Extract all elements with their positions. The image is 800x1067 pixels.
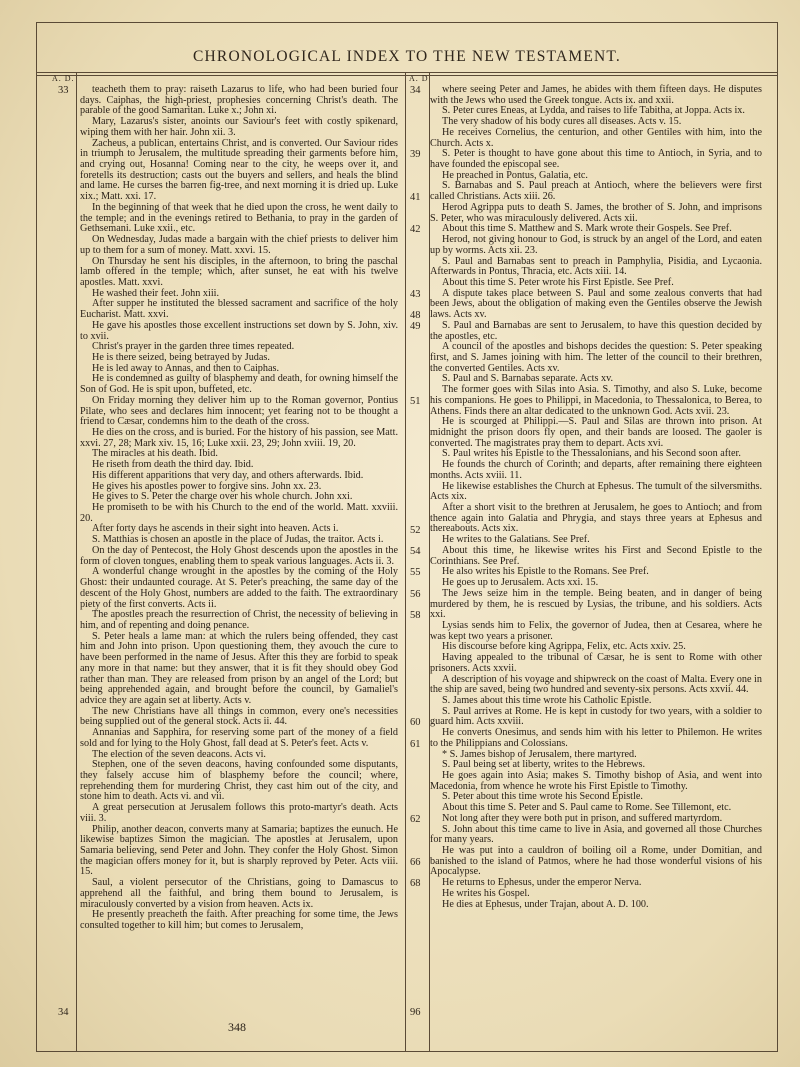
entry-paragraph: S. Paul and S. Barnabas separate. Acts xv. bbox=[442, 373, 614, 385]
entry-paragraph: The apostles preach the resurrection of Christ, the necessity of believing in him, and of repenting and doing penance. bbox=[80, 609, 398, 631]
entry-paragraph: He preached in Pontus, Galatia, etc. bbox=[442, 169, 588, 181]
entry-paragraph: Herod Agrippa puts to death S. James, the brother of S. John, and imprisons S. Peter, who was miraculously delivered. Acts xii. bbox=[430, 201, 762, 224]
year-marker: 33 bbox=[58, 85, 69, 96]
entry-paragraph: He promiseth to be with his Church to the end of the world. Matt. xxviii. 20. bbox=[80, 502, 398, 524]
entry-paragraph: S. Peter about this time wrote his Second Epistle. bbox=[442, 791, 643, 803]
entry-paragraph: He converts Onesimus, and sends him with his letter to Philemon. He writes to the Philippians and Colossians. bbox=[430, 727, 762, 749]
entry-paragraph: The Jews seize him in the temple. Being beaten, and in danger of being murdered by them, he is rescued by Lysias, the tribune, and his soldiers. Acts xxi. bbox=[430, 587, 762, 621]
entry-paragraph: A wonderful change wrought in the apostles by the coming of the Holy Ghost: their undaunted courage. At S. Peter's preaching, the same day of the descent of the Holy Ghost, numbers are added to the faith. The extraordinary piety of the first converts. Acts ii. bbox=[80, 566, 398, 610]
right-text-column bbox=[430, 85, 762, 910]
entry-paragraph: where seeing Peter and James, he abides with them fifteen days. He disputes with the Jews who used the Greek tongue. Acts ix. and xxii. bbox=[430, 84, 762, 106]
year-marker: 39 bbox=[410, 149, 421, 161]
year-marker: 51 bbox=[410, 395, 421, 407]
entry-paragraph: S. Paul writes his Epistle to the Thessalonians, and his Second soon after. bbox=[442, 448, 741, 460]
year-marker: 56 bbox=[410, 588, 421, 600]
entry-paragraph: About this time S. Peter wrote his First Epistle. See Pref. bbox=[442, 276, 674, 288]
title-rule-double bbox=[36, 75, 778, 76]
year-marker: 55 bbox=[410, 567, 421, 579]
entry-paragraph: S. Paul and Barnabas sent to preach in Pamphylia, Pisidia, and Lycaonia. Afterwards in Pontus, Thracia, etc. Acts xiii. 14. bbox=[430, 255, 762, 278]
entry-paragraph: Stephen, one of the seven deacons, having confounded some disputants, they falsely accuse him of blasphemy before the council; where, reprehending them for murdering Christ, they cast him out of the city, and stone him to death. Acts vi. and vii. bbox=[80, 759, 398, 803]
center-divider bbox=[405, 72, 406, 1052]
entry-paragraph: On Thursday he sent his disciples, in the afternoon, to bring the paschal lamb offered in the temple; which, after sunset, he eat with his twelve apostles. Matt. xxvi. bbox=[80, 255, 398, 288]
entry-paragraph: A dispute takes place between S. Paul and some zealous converts that had been Jews, about the obligation of making even the Gentiles observe the Jewish laws. Acts xv. bbox=[430, 287, 762, 321]
entry-paragraph: About this time S. Peter and S. Paul came to Rome. See Tillemont, etc. bbox=[442, 802, 732, 814]
entry-paragraph: He returns to Ephesus, under the emperor Nerva. bbox=[442, 877, 642, 889]
entry-paragraph: A great persecution at Jerusalem follows this proto-martyr's death. Acts viii. 3. bbox=[80, 802, 398, 824]
entry-paragraph: He dies on the cross, and is buried. For the history of his passion, see Matt. xxvi. 27, 28; Mark xiv. 15, 16; Luke xxii. 23, 29; John xviii. 19, 20. bbox=[80, 427, 398, 449]
entry-paragraph: On the day of Pentecost, the Holy Ghost descends upon the apostles in the form of cloven tongues, enabling them to speak various languages. Acts ii. 3. bbox=[80, 544, 398, 567]
entry-paragraph: In the beginning of that week that he died upon the cross, he went daily to the temple; and in the evenings retired to Bethania, to pray in the garden of Gethsemani. Luke xxii., etc. bbox=[80, 201, 398, 235]
entry-paragraph: His discourse before king Agrippa, Felix, etc. Acts xxiv. 25. bbox=[442, 641, 686, 653]
entry-paragraph: Having appealed to the tribunal of Cæsar, he is sent to Rome with other prisoners. Acts xxvii. bbox=[430, 652, 762, 674]
entry-paragraph: About this time, he likewise writes his First and Second Epistle to the Corinthians. See Pref. bbox=[430, 544, 762, 567]
year-marker: 61 bbox=[410, 738, 421, 750]
entry-paragraph: He presently preacheth the faith. After preaching for some time, the Jews consulted together to kill him; but comes to Jerusalem, bbox=[80, 909, 398, 932]
entry-paragraph: He is led away to Annas, and then to Caiphas. bbox=[92, 362, 280, 374]
entry-paragraph: Lysias sends him to Felix, the governor of Judea, then at Cesarea, where he was kept two years a prisoner. bbox=[430, 619, 762, 642]
year-marker: 62 bbox=[410, 813, 421, 825]
entry-paragraph: The very shadow of his body cures all diseases. Acts v. 15. bbox=[442, 116, 682, 128]
entry-paragraph: He writes his Gospel. bbox=[442, 887, 530, 899]
entry-paragraph: The new Christians have all things in common, every one's necessities being supplied out of the general stock. Acts ii. 44. bbox=[80, 705, 398, 728]
entry-paragraph: He was put into a cauldron of boiling oil a Rome, under Domitian, and banished to the island of Patmos, where he had those wonderful visions of his Apocalypse. bbox=[430, 845, 762, 878]
entry-paragraph: S. Paul and Barnabas are sent to Jerusalem, to have this question decided by the apostles, etc. bbox=[430, 319, 762, 342]
entry-paragraph: S. Peter heals a lame man: at which the rulers being offended, they cast him and John into prison. Upon questioning them, they avouch the cure to have been performed in the name of Jesus. After this they are forbid to speak any more in that name: but they answer, that it is fit they should obey God rather than man. They are released from prison by an angel of the Lord; but being apprehended again, and brought before the council, by Gamaliel's advice they are again set at liberty. Acts v. bbox=[80, 630, 398, 706]
year-marker: 43 bbox=[410, 288, 421, 300]
year-marker: 34 bbox=[410, 85, 421, 96]
entry-paragraph: He receives Cornelius, the centurion, and other Gentiles with him, into the Church. Acts x. bbox=[430, 126, 762, 149]
entry-paragraph: S. Paul arrives at Rome. He is kept in custody for two years, with a soldier to guard him. Acts xxviii. bbox=[430, 705, 762, 728]
entry-paragraph: He gives to S. Peter the charge over his whole church. John xxi. bbox=[92, 491, 353, 503]
entry-paragraph: He gives his apostles power to forgive sins. John xx. 23. bbox=[92, 480, 322, 492]
entry-paragraph: After supper he instituted the blessed sacrament and sacrifice of the holy Eucharist. Matt. xxvi. bbox=[80, 298, 398, 321]
entry-paragraph: S. John about this time came to live in Asia, and governed all those Churches for many years. bbox=[430, 823, 762, 846]
entry-paragraph: S. Paul being set at liberty, writes to the Hebrews. bbox=[442, 759, 646, 771]
entry-paragraph: He washed their feet. John xiii. bbox=[92, 287, 220, 299]
year-marker: 41 bbox=[410, 192, 421, 204]
entry-paragraph: The former goes with Silas into Asia. S. Timothy, and also S. Luke, become his companions. He goes to Philippi, in Macedonia, to Thessalonica, to Berea, to Athens. Finds there an altar dedicated to the unknown God. Acts xvii. 23. bbox=[430, 384, 762, 417]
entry-paragraph: He goes again into Asia; makes S. Timothy bishop of Asia, and went into Macedonia, from whence he wrote his First Epistle to Timothy. bbox=[430, 770, 762, 792]
ad-label-left: A. D. bbox=[52, 74, 75, 83]
entry-paragraph: The election of the seven deacons. Acts vi. bbox=[92, 748, 266, 760]
entry-paragraph: The miracles at his death. Ibid. bbox=[92, 448, 218, 460]
entry-paragraph: After a short visit to the brethren at Jerusalem, he goes to Antioch; and from thence again into Galatia and Phrygia, and stays three years at Ephesus and thereabouts. Acts xix. bbox=[430, 502, 762, 535]
entry-paragraph: A council of the apostles and bishops decides the question: S. Peter speaking first, and S. James joining with him. The letter of the council to their brethren, the converted Gentiles. Acts xv. bbox=[430, 341, 762, 374]
year-marker: 68 bbox=[410, 878, 421, 890]
page-number: 348 bbox=[228, 1020, 246, 1034]
entry-paragraph: A description of his voyage and shipwreck on the coast of Malta. Every one in the ship are saved, being two hundred and seventy-six persons. Acts xxvii. 44. bbox=[430, 673, 762, 696]
entry-paragraph: Saul, a violent persecutor of the Christians, going to Damascus to apprehend all the faithful, and bring them bound to Jerusalem, is miraculously converted by a vision from heaven. Acts ix. bbox=[80, 877, 398, 910]
entry-paragraph: Christ's prayer in the garden three times repeated. bbox=[92, 341, 295, 353]
entry-paragraph: Mary, Lazarus's sister, anoints our Saviour's feet with costly spikenard, wiping them with her hair. John xii. 3. bbox=[80, 116, 398, 138]
entry-paragraph: He likewise establishes the Church at Ephesus. The tumult of the silversmiths. Acts xix. bbox=[430, 480, 762, 503]
entry-paragraph: His different apparitions that very day, and others afterwards. Ibid. bbox=[92, 469, 364, 481]
year-marker: 52 bbox=[410, 524, 421, 536]
entry-paragraph: Annanias and Sapphira, for reserving some part of the money of a field sold and for lying to the Holy Ghost, fall dead at S. Peter's feet. Acts v. bbox=[80, 727, 398, 749]
year-marker: 54 bbox=[410, 545, 421, 557]
year-marker: 49 bbox=[410, 320, 421, 332]
entry-paragraph: S. James about this time wrote his Catholic Epistle. bbox=[442, 694, 652, 706]
ad-label-right: A. D bbox=[409, 74, 429, 83]
entry-paragraph: He riseth from death the third day. Ibid. bbox=[92, 459, 254, 471]
year-marker: 42 bbox=[410, 224, 421, 236]
entry-paragraph: He dies at Ephesus, under Trajan, about A. D. 100. bbox=[442, 898, 649, 910]
entry-paragraph: He is there seized, being betrayed by Judas. bbox=[92, 351, 270, 363]
year-marker: 58 bbox=[410, 610, 421, 622]
entry-paragraph: He gave his apostles those excellent instructions set down by S. John, xiv. to xvii. bbox=[80, 319, 398, 342]
entry-paragraph: Herod, not giving honour to God, is struck by an angel of the Lord, and eaten up by worms. Acts xii. 23. bbox=[430, 234, 762, 256]
entry-paragraph: He is condemned as guilty of blasphemy and death, for owning himself the Son of God. He is spit upon, buffeted, etc. bbox=[80, 373, 398, 396]
entry-paragraph: Zacheus, a publican, entertains Christ, and is converted. Our Saviour rides in triumph to Jerusalem, the multitude spreading their garments before him, and crying out, Hosanna! Coming near to the city, he weeps over it, and foretells its destruction; casts out the buyers and sellers, and heals the blind and lame. He curses the barren fig-tree, and next morning it is dried up. Luke xix.; Matt. xxi. 17. bbox=[80, 137, 398, 203]
entry-paragraph: S. Peter cures Eneas, at Lydda, and raises to life Tabitha, at Joppa. Acts ix. bbox=[442, 105, 745, 117]
entry-paragraph: Not long after they were both put in prison, and suffered martyrdom. bbox=[442, 812, 723, 824]
left-year-divider bbox=[76, 72, 77, 1052]
entry-paragraph: S. Barnabas and S. Paul preach at Antioch, where the believers were first called Christians. Acts xiii. 26. bbox=[430, 180, 762, 203]
entry-paragraph: teacheth them to pray: raiseth Lazarus to life, who had been buried four days. Caiphas, the high-priest, prophesies concerning Christ's death. The parable of the good Samaritan. Luke x.; John xi. bbox=[80, 84, 398, 117]
entry-paragraph: He writes to the Galatians. See Pref. bbox=[442, 534, 590, 546]
page-title: CHRONOLOGICAL INDEX TO THE NEW TESTAMENT. bbox=[193, 48, 621, 65]
entry-paragraph: S. Matthias is chosen an apostle in the place of Judas, the traitor. Acts i. bbox=[92, 534, 384, 546]
entry-paragraph: He also writes his Epistle to the Romans. See Pref. bbox=[442, 566, 649, 578]
entry-paragraph: About this time S. Matthew and S. Mark wrote their Gospels. See Pref. bbox=[442, 223, 732, 235]
year-marker: 66 bbox=[410, 856, 421, 868]
year-marker: 48 bbox=[410, 310, 421, 322]
title-rule bbox=[36, 72, 778, 73]
entry-paragraph: He founds the church of Corinth; and departs, after remaining there eighteen months. Acts xviii. 11. bbox=[430, 459, 762, 481]
year-marker: 96 bbox=[410, 1006, 421, 1018]
entry-paragraph: Philip, another deacon, converts many at Samaria; baptizes the eunuch. He likewise baptizes Simon the magician. The apostles at Jerusalem, upon Samaria believing, send Peter and John. They confer the Holy Ghost. Simon the magician offers money for it, but is sharply reproved by Peter. Acts viii. 15. bbox=[80, 823, 398, 878]
entry-paragraph: On Friday morning they deliver him up to the Roman governor, Pontius Pilate, who sees and declares him innocent; yet fearing not to be thought a friend to Cæsar, condemns him to the death of the cross. bbox=[80, 394, 398, 428]
entry-paragraph: On Wednesday, Judas made a bargain with the chief priests to deliver him up to them for a sum of money. Matt. xxvi. 15. bbox=[80, 234, 398, 256]
entry-paragraph: He is scourged at Philippi.—S. Paul and Silas are thrown into prison. At midnight the prison doors fly open, and their bands are loosed. The gaoler is converted. The magistrates pray them to depart. Acts xvi. bbox=[430, 416, 762, 449]
entry-paragraph: After forty days he ascends in their sight into heaven. Acts i. bbox=[92, 523, 339, 535]
year-marker: 60 bbox=[410, 717, 421, 729]
entry-paragraph: S. Peter is thought to have gone about this time to Antioch, in Syria, and to have founded the episcopal see. bbox=[430, 148, 762, 171]
year-marker: 34 bbox=[58, 1006, 69, 1018]
left-text-column bbox=[80, 85, 398, 932]
entry-paragraph: He goes up to Jerusalem. Acts xxi. 15. bbox=[442, 577, 599, 589]
entry-paragraph: * S. James bishop of Jerusalem, there martyred. bbox=[442, 748, 637, 760]
